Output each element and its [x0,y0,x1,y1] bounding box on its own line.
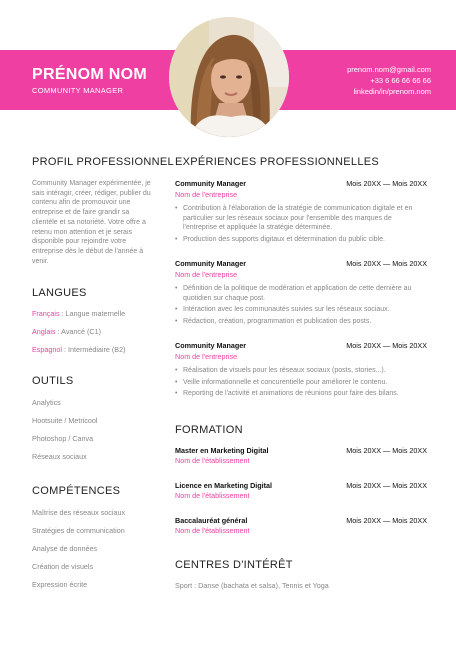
experience-heading: EXPÉRIENCES PROFESSIONNELLES [175,156,380,168]
tool-item: Analytics [32,398,61,407]
job-dates: Mois 20XX — Mois 20XX [346,259,427,268]
candidate-role: COMMUNITY MANAGER [32,86,124,95]
job-title: Community Manager [175,179,247,188]
degree-school: Nom de l'établissement [175,456,250,465]
education-entry [175,446,427,465]
job-company: Nom de l'entreprise [175,352,238,361]
tool-item: Réseaux sociaux [32,452,87,461]
job-bullet: • Intéraction avec les communautés suivies sur les réseaux sociaux. [175,305,427,315]
skill-item: Maîtrise des réseaux sociaux [32,508,126,517]
degree-school: Nom de l'établissement [175,526,250,535]
job-bullet: • Reporting de l'activité et animations de réunions pour faire des bilans. [175,389,427,399]
interests-text: Sport : Danse (bachata et salsa), Tennis et Yoga [175,581,329,590]
job-entry [175,341,427,399]
degree-dates: Mois 20XX — Mois 20XX [346,446,427,455]
skills-heading: COMPÉTENCES [32,485,121,497]
degree-title: Master en Marketing Digital [175,446,269,455]
job-bullet: • Réalisation de visuels pour les réseaux sociaux (posts, stories...). [175,366,427,376]
language-level: : Avancé (C1) [55,327,101,336]
skill-item: Expression écrite [32,580,88,589]
email-link[interactable]: prenom.nom@gmail.com [347,65,431,74]
tools-heading: OUTILS [32,375,74,387]
language-level: : Intermédiaire (B2) [61,345,126,354]
contact-block [347,64,431,97]
job-bullet: • Production des supports digitaux et détermination du public cible. [175,235,427,245]
degree-dates: Mois 20XX — Mois 20XX [346,481,427,490]
profile-heading: PROFIL PROFESSIONNEL [32,156,174,168]
degree-title: Licence en Marketing Digital [175,481,273,490]
job-bullet: • Rédaction, création, programmation et publication des posts. [175,317,427,327]
language-name: Anglais [32,327,56,336]
phone-number: +33 6 66 66 66 66 [370,76,431,85]
interests-heading: CENTRES D'INTÉRÊT [175,559,293,571]
skill-item: Analyse de données [32,544,98,553]
languages-list [32,309,162,363]
language-item [32,309,162,327]
job-entry [175,259,427,326]
language-level: : Langue maternelle [59,309,126,318]
degree-title: Baccalauréat général [175,516,248,525]
skill-item: Stratégies de communication [32,526,125,535]
degree-dates: Mois 20XX — Mois 20XX [346,516,427,525]
education-entry [175,516,427,535]
language-item [32,327,162,345]
job-bullet: • Définition de la politique de modération et application de cette dernière au quotidien sur chaque post. [175,284,427,303]
skill-item: Création de visuels [32,562,94,571]
tools-list [32,398,98,470]
job-bullet: • Contribution à l'élaboration de la stratégie de communication digitale et en particulier sur les réseaux sociaux pour l'ensemble des marques de l'entreprise et appliquée la stratégie déterminée. [175,204,427,233]
language-item [32,345,162,363]
candidate-name: PRÉNOM NOM [32,66,147,83]
language-name: Français [32,309,60,318]
education-heading: FORMATION [175,424,243,436]
profile-photo [169,17,289,137]
job-entry [175,179,427,244]
profile-text: Community Manager expérimentée, je sais intéragir, créer, rédiger, publier du contenu afin de promouvoir une entreprise et de faire grandir sa clientèle et sa notoriété. Votre offre a retenu mon attention et je serais disponible pour rejoindre votre entreprise dès le début de l'année à venir. [32,180,151,265]
job-company: Nom de l'entreprise [175,190,238,199]
job-bullet: • Veille informationnelle et concurentielle pour améliorer le contenu. [175,378,427,388]
languages-heading: LANGUES [32,287,87,299]
degree-school: Nom de l'établissement [175,491,250,500]
job-dates: Mois 20XX — Mois 20XX [346,341,427,350]
job-title: Community Manager [175,341,247,350]
skills-list [32,508,125,598]
tool-item: Photoshop / Canva [32,434,94,443]
tool-item: Hootsuite / Metricool [32,416,98,425]
language-name: Espagnol [32,345,62,354]
linkedin-link[interactable]: linkedin/in/prenom.nom [353,87,431,96]
job-title: Community Manager [175,259,247,268]
job-dates: Mois 20XX — Mois 20XX [346,179,427,188]
education-entry [175,481,427,500]
job-company: Nom de l'entreprise [175,270,238,279]
